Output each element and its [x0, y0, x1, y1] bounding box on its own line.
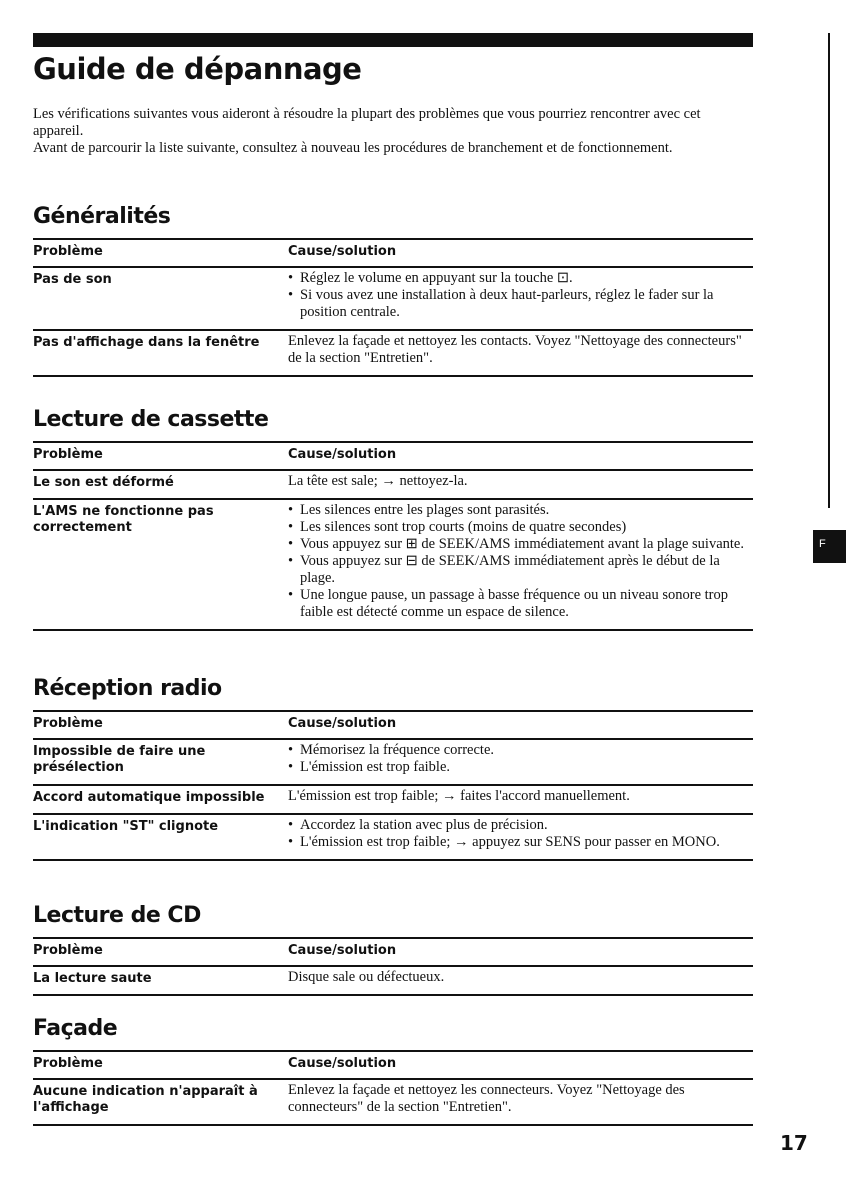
margin-rule — [828, 33, 830, 508]
problem-header: Problème — [33, 943, 103, 958]
problem-cell: Aucune indication n'apparaît à l'affichage — [33, 1084, 258, 1115]
section — [33, 204, 753, 377]
table-row — [33, 815, 753, 861]
title-bar — [33, 33, 753, 47]
section — [33, 1016, 753, 1126]
problem-header: Problème — [33, 244, 103, 259]
cause-cell — [288, 815, 753, 859]
section-title: Réception radio — [33, 676, 222, 701]
problem-cell: Accord automatique impossible — [33, 790, 265, 805]
cause-text: Disque sale ou défectueux. — [288, 969, 445, 985]
language-tab — [813, 530, 846, 563]
intro-paragraph: Avant de parcourir la liste suivante, consultez à nouveau les procédures de branchement et de fonctionnement. — [33, 140, 673, 156]
table-row — [33, 967, 753, 996]
problem-cell: La lecture saute — [33, 971, 152, 986]
table-row — [33, 740, 753, 786]
cause-text: L'émission est trop faible; → faites l'accord manuellement. — [288, 788, 630, 804]
cause-item: • L'émission est trop faible. — [288, 759, 753, 776]
table-row — [33, 500, 753, 631]
cause-cell — [288, 786, 753, 813]
cause-item: • Réglez le volume en appuyant sur la touche ⊡. — [288, 270, 753, 287]
cause-header: Cause/solution — [288, 244, 397, 259]
cause-cell — [288, 500, 753, 629]
problem-cell: Impossible de faire une présélection — [33, 744, 206, 775]
cause-cell — [288, 1080, 753, 1124]
cause-item: • Accordez la station avec plus de précision. — [288, 817, 753, 834]
section-title: Généralités — [33, 204, 171, 229]
cause-text: La tête est sale; → nettoyez-la. — [288, 473, 468, 489]
table-row — [33, 471, 753, 500]
table-header — [33, 441, 753, 471]
cause-header: Cause/solution — [288, 447, 397, 462]
table-row — [33, 786, 753, 815]
problem-header: Problème — [33, 1056, 103, 1071]
cause-header: Cause/solution — [288, 1056, 397, 1071]
problem-cell: Pas de son — [33, 272, 112, 287]
section — [33, 407, 753, 631]
page-number: 17 — [780, 1131, 808, 1155]
table-row — [33, 1080, 753, 1126]
cause-item: • Si vous avez une installation à deux haut-parleurs, réglez le fader sur la position centrale. — [288, 287, 753, 321]
intro-paragraph: Les vérifications suivantes vous aideront à résoudre la plupart des problèmes que vous pourriez rencontrer avec cet appareil. — [33, 106, 701, 139]
cause-cell — [288, 967, 753, 994]
problem-header: Problème — [33, 716, 103, 731]
table-row — [33, 268, 753, 331]
cause-cell — [288, 331, 753, 375]
table-header — [33, 937, 753, 967]
cause-text: Enlevez la façade et nettoyez les connecteurs. Voyez "Nettoyage des connecteurs" de la section "Entretien". — [288, 1082, 685, 1115]
section-title: Lecture de CD — [33, 903, 201, 928]
table-header — [33, 238, 753, 268]
problem-cell: Pas d'affichage dans la fenêtre — [33, 335, 260, 350]
cause-item: • Vous appuyez sur ⊞ de SEEK/AMS immédiatement avant la plage suivante. — [288, 536, 753, 553]
cause-header: Cause/solution — [288, 943, 397, 958]
cause-item: • Les silences sont trop courts (moins de quatre secondes) — [288, 519, 753, 536]
problem-cell: L'AMS ne fonctionne pas correctement — [33, 504, 214, 535]
problem-cell: L'indication "ST" clignote — [33, 819, 219, 834]
table-header — [33, 710, 753, 740]
problem-header: Problème — [33, 447, 103, 462]
cause-cell — [288, 268, 753, 329]
table-header — [33, 1050, 753, 1080]
cause-cell — [288, 471, 753, 498]
table-row — [33, 331, 753, 377]
cause-text: Enlevez la façade et nettoyez les contacts. Voyez "Nettoyage des connecteurs" de la section "Entretien". — [288, 333, 742, 366]
intro — [33, 106, 743, 157]
page-title: Guide de dépannage — [33, 52, 362, 86]
cause-header: Cause/solution — [288, 716, 397, 731]
cause-cell — [288, 740, 753, 784]
section-title: Lecture de cassette — [33, 407, 269, 432]
cause-item: • Les silences entre les plages sont parasités. — [288, 502, 753, 519]
language-tab-label: F — [819, 538, 826, 550]
cause-item: • Mémorisez la fréquence correcte. — [288, 742, 753, 759]
cause-item: • Vous appuyez sur ⊟ de SEEK/AMS immédiatement après le début de la plage. — [288, 553, 753, 587]
problem-cell: Le son est déformé — [33, 475, 174, 490]
section — [33, 676, 753, 861]
cause-item: • L'émission est trop faible; → appuyez sur SENS pour passer en MONO. — [288, 834, 753, 851]
section — [33, 903, 753, 996]
cause-item: • Une longue pause, un passage à basse fréquence ou un niveau sonore trop faible est détecté comme un espace de silence. — [288, 587, 753, 621]
section-title: Façade — [33, 1016, 118, 1041]
